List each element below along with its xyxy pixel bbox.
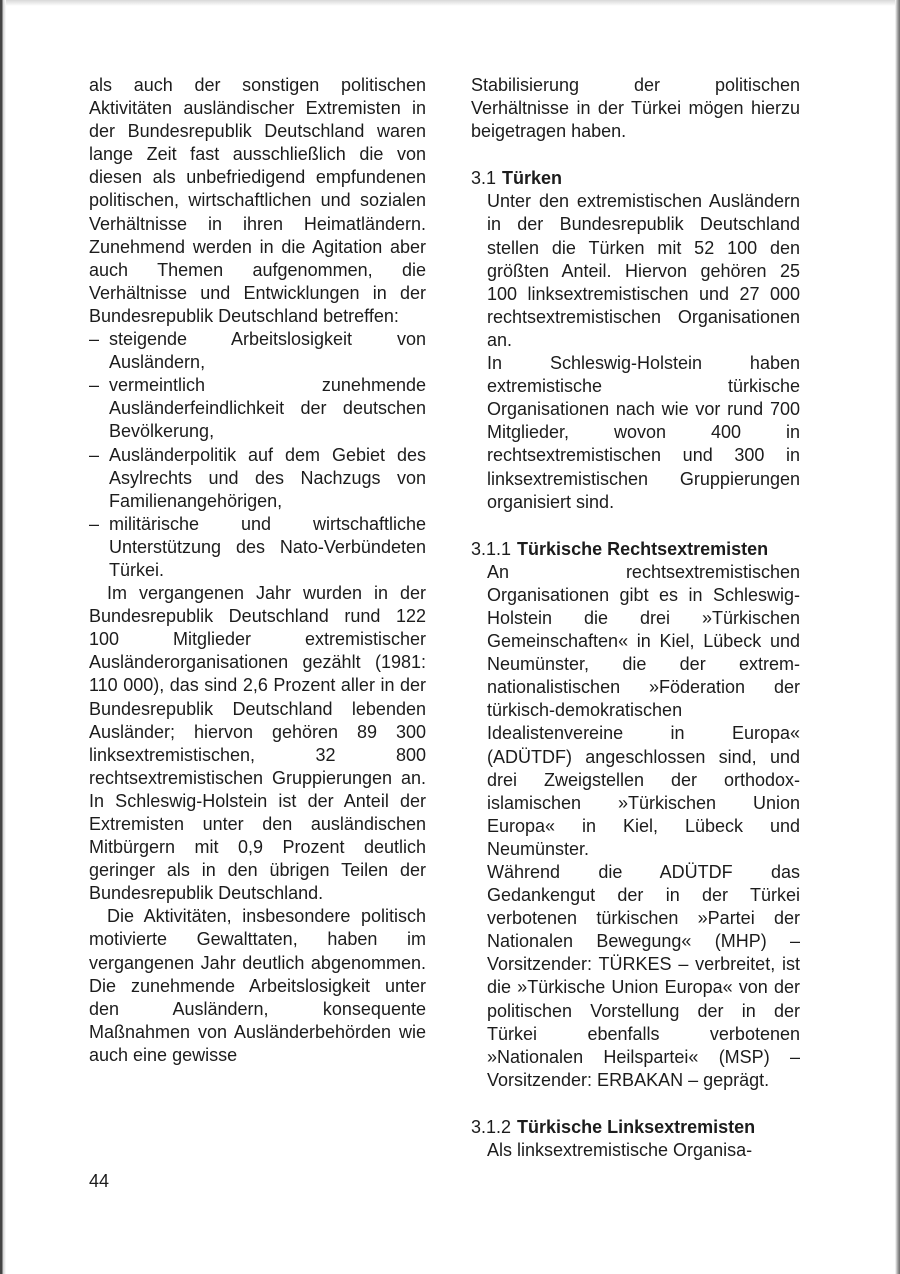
intro-paragraph: als auch der sonstigen politischen Aktivitäten ausländischer Extremisten in der Bundesrepublik Deutschland waren lange Zeit fast ausschließlich die von diesen als unbefriedigend empfundenen politischen, wirtschaftlichen und sozialen Verhältnisse in ihren Heimatländern. Zunehmend werden in die Agitation aber auch Themen aufgenommen, die Verhältnisse und Entwicklungen in der Bundesrepublik Deutschland betreffen: xyxy=(89,75,426,326)
dash-item: – Ausländerpolitik auf dem Gebiet des Asylrechts und des Nachzugs von Familienangehörigen, xyxy=(89,444,426,511)
section-paragraph: An rechtsextremistischen Organisationen gibt es in Schleswig-Holstein die drei »Türkischen Gemeinschaften« in Kiel, Lübeck und Neumünster, die der extrem-nationalistischen »Föderation der türkisch-demokratischen Idealistenvereine in Europa« (ADÜTDF) angeschlossen sind, und drei Zweigstellen der orthodox-islamischen »Türkischen Union Europa« in Kiel, Lübeck und Neumünster. xyxy=(487,561,800,859)
left-column xyxy=(89,74,426,1067)
section-title: Türken xyxy=(502,168,563,189)
section-number: 3.1 xyxy=(471,168,497,189)
members-paragraph: Im vergangenen Jahr wurden in der Bundesrepublik Deutschland rund 122 100 Mitglieder extremistischer Ausländerorganisationen gezählt (1981: 110 000), das sind 2,6 Prozent aller in der Bundesrepublik Deutschland lebenden Ausländer; hiervon gehören 89 300 linksextremistischen, 32 800 rechtsextremistischen Gruppierungen an. In Schleswig-Holstein ist der Anteil der Extremisten unter den ausländischen Mitbürgern mit 0,9 Prozent deutlich geringer als in den übrigen Teilen der Bundesrepublik Deutschland. xyxy=(89,583,426,904)
dash-list xyxy=(89,328,426,582)
dash-item: – vermeintlich zunehmende Ausländerfeindlichkeit der deutschen Bevölkerung, xyxy=(89,375,426,442)
dash-icon: – xyxy=(89,513,100,534)
section-paragraph: Während die ADÜTDF das Gedankengut der in der Türkei verbotenen türkischen »Partei der Nationalen Bewegung« (MHP) – Vorsitzender: TÜRKES – verbreitet, ist die »Türkische Union Europa« von der politischen Vorstellung der in der Türkei ebenfalls verbotenen »Nationalen Heilspartei« (MSP) – Vorsitzender: ERBAKAN – geprägt. xyxy=(487,862,800,1090)
dash-icon: – xyxy=(89,329,100,350)
dash-item: – militärische und wirtschaftliche Unterstützung des Nato-Verbündeten Türkei. xyxy=(89,513,426,580)
section-heading-3-1-1 xyxy=(471,538,800,561)
page-edge-right xyxy=(895,0,900,1274)
section-number: 3.1.1 xyxy=(471,538,512,559)
section-paragraph: In Schleswig-Holstein haben extremistische türkische Organisationen nach wie vor rund 700 Mitglieder, wovon 400 in rechtsextremistischen und 300 in linksextremistischen Gruppierungen organisiert sind. xyxy=(487,353,800,512)
right-column xyxy=(471,74,800,1162)
section-heading-3-1-2 xyxy=(471,1116,800,1139)
dash-icon: – xyxy=(89,375,100,396)
page-edge-top xyxy=(0,0,900,6)
section-title: Türkische Rechtsextremisten xyxy=(517,538,769,559)
dash-icon: – xyxy=(89,444,100,465)
section-heading-3-1 xyxy=(471,167,800,190)
section-paragraph: Unter den extremistischen Ausländern in der Bundesrepublik Deutschland stellen die Türken mit 52 100 den größten Anteil. Hiervon gehören 25 100 linksextremistischen und 27 000 rechtsextremistischen Organisationen an. xyxy=(487,191,800,350)
page-number: 44 xyxy=(89,1171,110,1191)
section-number: 3.1.2 xyxy=(471,1116,512,1137)
section-paragraph: Als linksextremistische Organisa- xyxy=(487,1140,753,1161)
section-title: Türkische Linksextremisten xyxy=(517,1116,756,1137)
continuation-paragraph: Stabilisierung der politischen Verhältnisse in der Türkei mögen hierzu beigetragen haben. xyxy=(471,75,800,142)
activities-paragraph: Die Aktivitäten, insbesondere politisch motivierte Gewalttaten, haben im vergangenen Jahr deutlich abgenommen. Die zunehmende Arbeitslosigkeit unter den Ausländern, konsequente Maßnahmen von Ausländerbehörden wie auch eine gewisse xyxy=(89,906,426,1065)
dash-item: – steigende Arbeitslosigkeit von Ausländern, xyxy=(89,329,426,373)
page-edge-left xyxy=(0,0,6,1274)
